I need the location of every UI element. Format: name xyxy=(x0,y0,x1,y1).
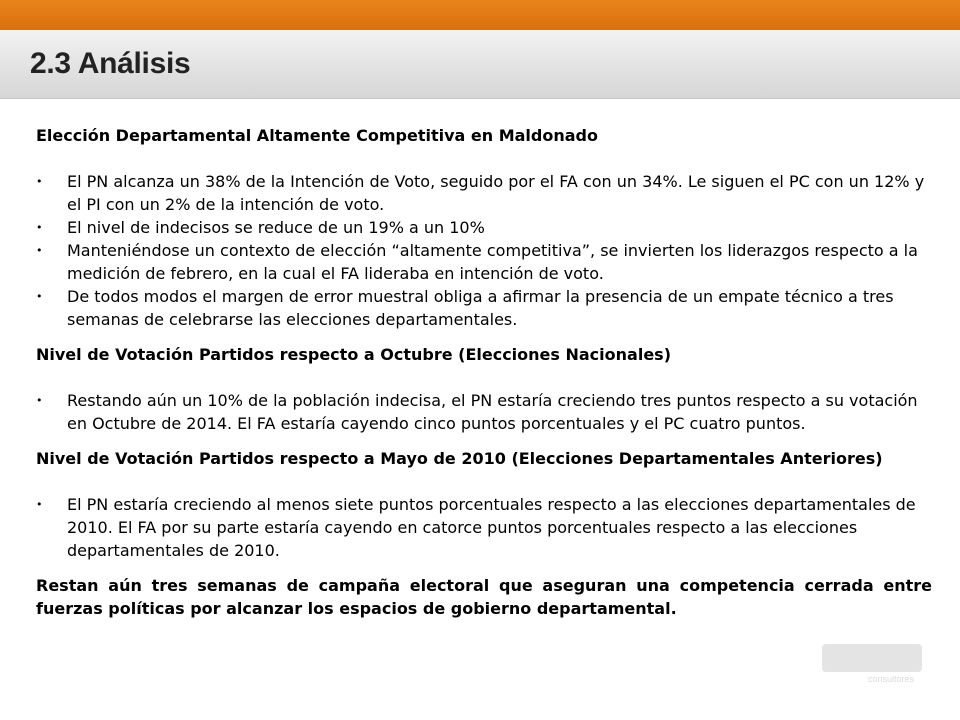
bullet-icon: • xyxy=(36,221,43,234)
page-title: 2.3 Análisis xyxy=(30,47,191,80)
closing-statement: Restan aún tres semanas de campaña electoral que aseguran una competencia cerrada entre fuerzas políticas por alcanzar los espacios de gobierno departamental. xyxy=(36,576,932,618)
section-heading-octubre: Nivel de Votación Partidos respecto a Octubre (Elecciones Nacionales) xyxy=(36,345,671,364)
list-item: • De todos modos el margen de error muestral obliga a afirmar la presencia de un empate técnico a tres semanas de celebrarse las elecciones departamentales. xyxy=(36,287,894,329)
bullet-list-maldonado xyxy=(36,170,932,331)
bullet-icon: • xyxy=(36,498,43,511)
list-item: • Manteniéndose un contexto de elección “altamente competitiva”, se invierten los liderazgos respecto a la medición de febrero, en la cual el FA lideraba en intención de voto. xyxy=(36,241,918,283)
logo-subtitle: consultores xyxy=(868,674,915,684)
list-item: • El PN estaría creciendo al menos siete puntos porcentuales respecto a las elecciones departamentales de 2010. El FA por su parte estaría cayendo en catorce puntos porcentuales respecto a las elecciones departamentales de 2010. xyxy=(36,495,916,560)
section-heading-maldonado: Elección Departamental Altamente Competitiva en Maldonado xyxy=(36,126,598,145)
top-accent-bar xyxy=(0,0,960,30)
bullet-icon: • xyxy=(36,244,43,257)
list-item: • Restando aún un 10% de la población indecisa, el PN estaría creciendo tres puntos respecto a su votación en Octubre de 2014. El FA estaría cayendo cinco puntos porcentuales y el PC cuatro puntos. xyxy=(36,391,918,433)
logo-watermark xyxy=(822,644,932,690)
bullet-list-octubre xyxy=(36,389,932,435)
slide-content xyxy=(36,124,932,620)
bullet-icon: • xyxy=(36,175,43,188)
list-item: • El PN alcanza un 38% de la Intención de Voto, seguido por el FA con un 34%. Le siguen el PC con un 12% y el PI con un 2% de la intención de voto. xyxy=(36,172,925,214)
bullet-list-mayo-2010 xyxy=(36,493,932,562)
section-heading-mayo-2010: Nivel de Votación Partidos respecto a Mayo de 2010 (Elecciones Departamentales Anteriores) xyxy=(36,449,883,468)
bullet-icon: • xyxy=(36,290,43,303)
bullet-icon: • xyxy=(36,394,43,407)
logo-mark-icon xyxy=(822,644,922,672)
list-item: • El nivel de indecisos se reduce de un 19% a un 10% xyxy=(36,218,485,237)
